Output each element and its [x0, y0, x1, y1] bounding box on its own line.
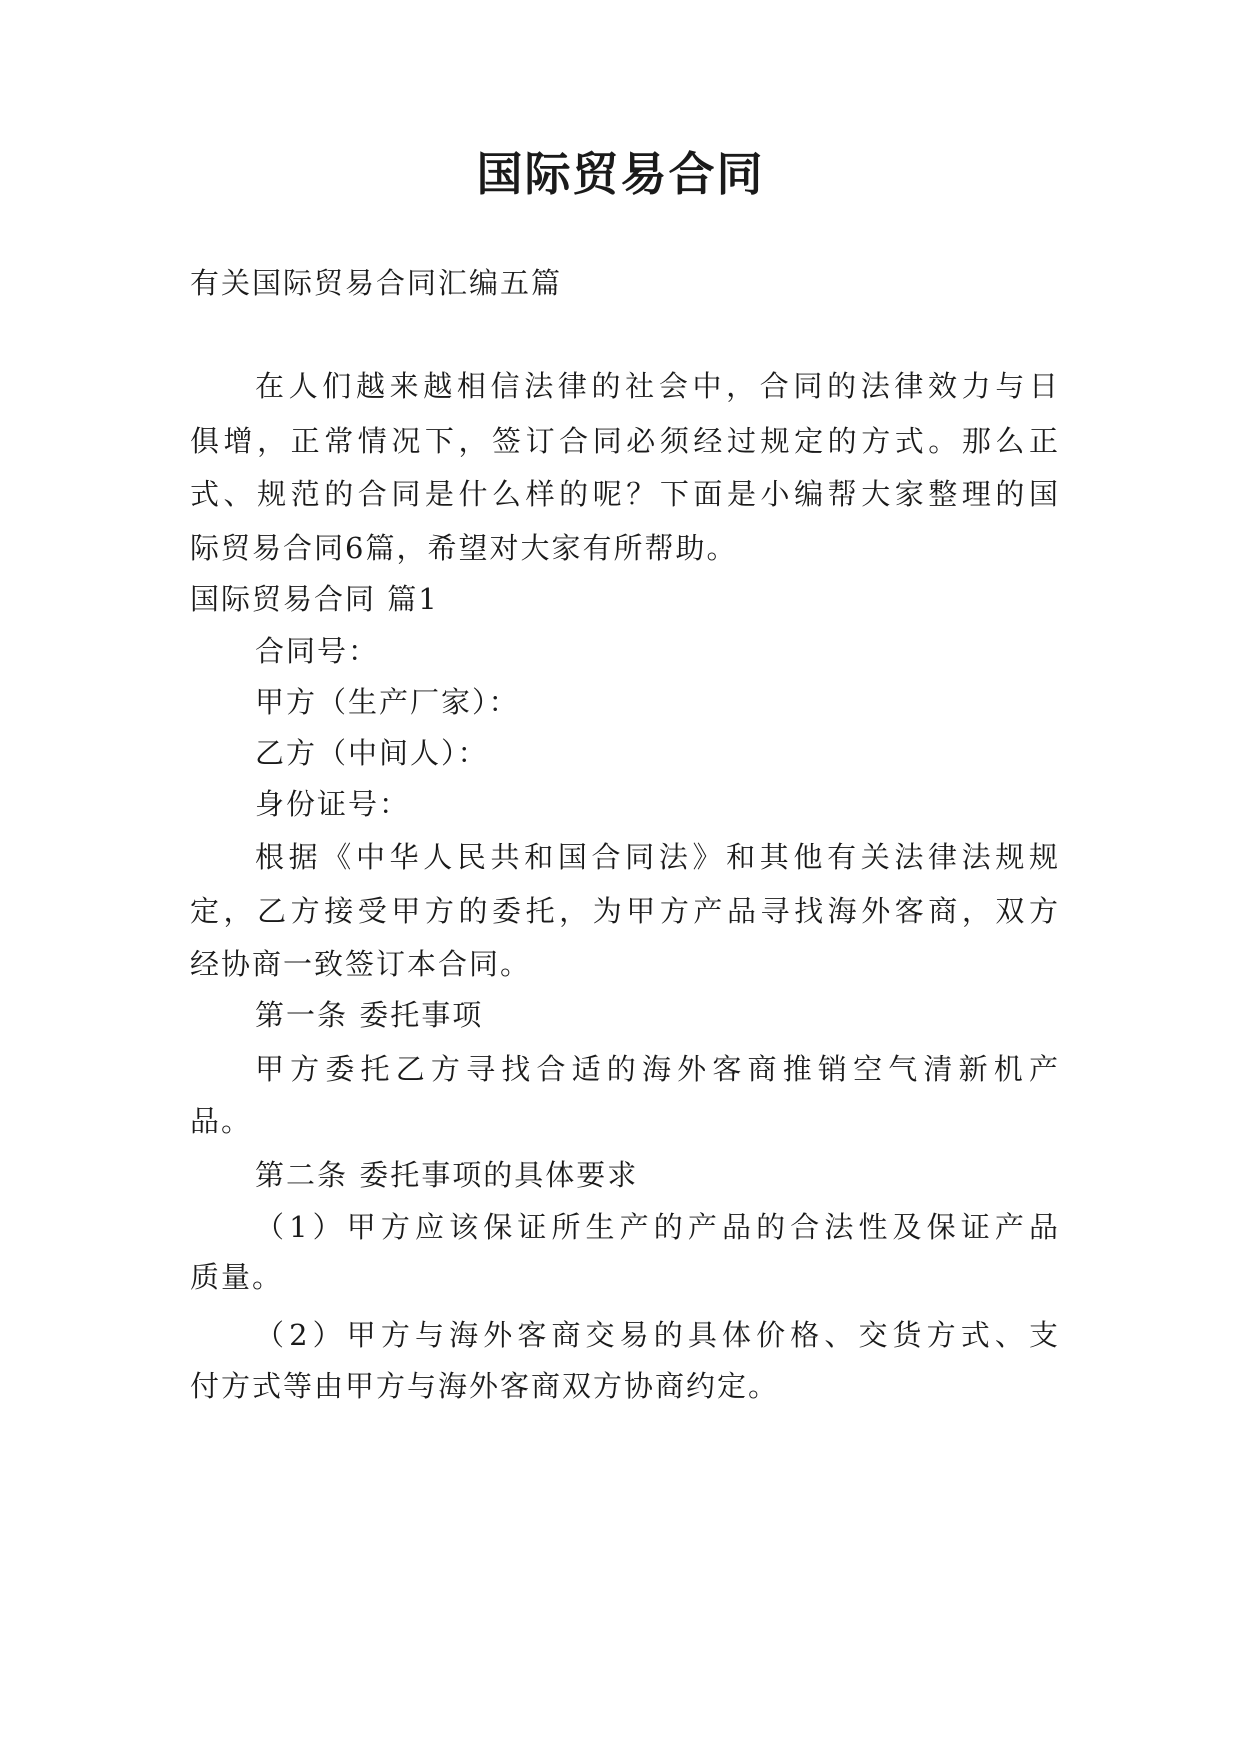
- text-line: 在人们越来越相信法律的社会中，合同的法律效力与日: [255, 369, 1060, 403]
- text-line: 根据《中华人民共和国合同法》和其他有关法律法规规: [255, 840, 1060, 874]
- text-line: 甲方委托乙方寻找合适的海外客商推销空气清新机产: [255, 1052, 1060, 1086]
- text-line: （1）甲方应该保证所生产的产品的合法性及保证产品: [255, 1210, 1060, 1244]
- section-heading: 国际贸易合同 篇1: [190, 582, 439, 616]
- text-line: 付方式等由甲方与海外客商双方协商约定。: [190, 1369, 780, 1403]
- party-b-label: 乙方（中间人）：: [255, 736, 489, 770]
- text-line: 式、规范的合同是什么样的呢？下面是小编帮大家整理的国: [190, 477, 1060, 511]
- article-heading: 第二条 委托事项的具体要求: [255, 1158, 639, 1192]
- party-a-label: 甲方（生产厂家）：: [255, 685, 520, 719]
- contract-number-label: 合同号：: [255, 634, 380, 668]
- text-line: （2）甲方与海外客商交易的具体价格、交货方式、支: [255, 1318, 1060, 1352]
- text-line: 品。: [190, 1104, 253, 1138]
- text-line: 经协商一致签订本合同。: [190, 947, 532, 981]
- id-number-label: 身份证号：: [255, 787, 411, 821]
- text-line: 质量。: [190, 1260, 284, 1294]
- text-line: 际贸易合同6篇，希望对大家有所帮助。: [190, 531, 738, 565]
- document-subtitle: 有关国际贸易合同汇编五篇: [190, 266, 563, 300]
- document-title: 国际贸易合同: [476, 147, 765, 201]
- text-line: 俱增，正常情况下，签订合同必须经过规定的方式。那么正: [190, 424, 1060, 458]
- article-heading: 第一条 委托事项: [255, 998, 484, 1032]
- text-line: 定，乙方接受甲方的委托，为甲方产品寻找海外客商，双方: [190, 894, 1060, 928]
